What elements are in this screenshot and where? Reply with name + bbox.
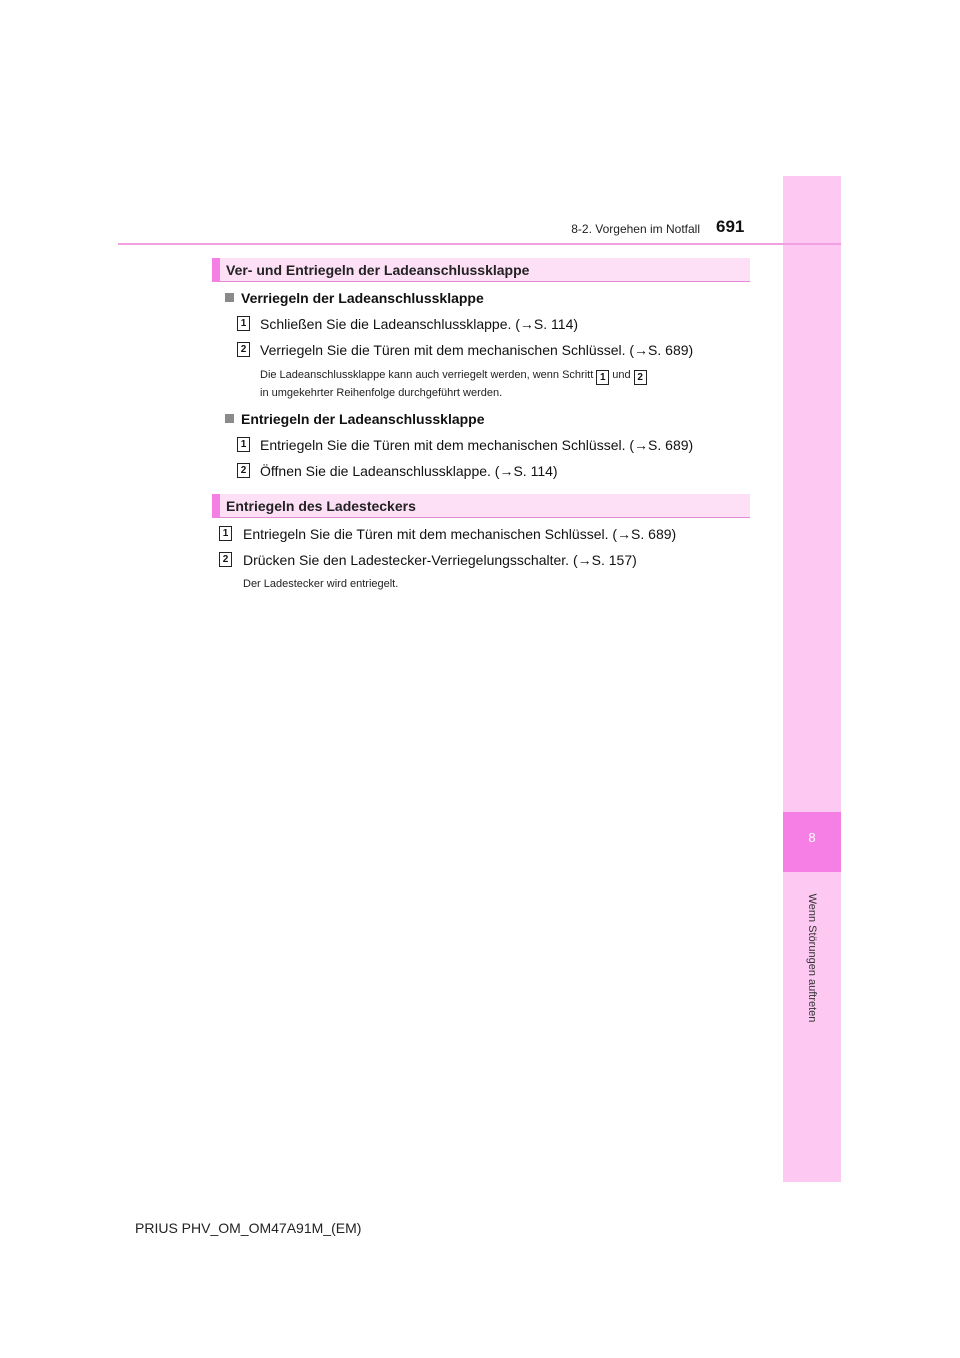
step-number-box: 1 (219, 526, 232, 541)
section-heading (212, 258, 750, 282)
subsection-title (225, 290, 484, 306)
chapter-title: Wenn Störungen auftreten (806, 893, 818, 1023)
step-text: Öffnen Sie die Ladeanschlussklappe. (→S. 114) (260, 463, 558, 479)
step-number-box: 1 (237, 437, 250, 452)
step-number-box: 2 (237, 463, 250, 478)
step-text: Verriegeln Sie die Türen mit dem mechanischen Schlüssel. (→S. 689) (260, 342, 694, 358)
document-id: PRIUS PHV_OM_OM47A91M_(EM) (135, 1220, 362, 1236)
subsection-title-text: Verriegeln der Ladeanschlussklappe (241, 290, 484, 306)
page-number: 691 (716, 217, 745, 236)
note-text-part: und (612, 369, 631, 381)
note-text-part: Die Ladeanschlussklappe kann auch verriegelt werden, wenn Schritt (260, 369, 594, 381)
step-text: Entriegeln Sie die Türen mit dem mechanischen Schlüssel. (→S. 689) (260, 437, 694, 453)
step-number-box: 2 (219, 552, 232, 567)
square-bullet-icon (225, 414, 234, 423)
step-number-box: 1 (596, 370, 609, 385)
step-number-box: 1 (237, 316, 250, 331)
note-text-line2: in umgekehrter Reihenfolge durchgeführt werden. (260, 387, 503, 399)
header-rule (118, 243, 841, 245)
header-section-title: 8-2. Vorgehen im Notfall (571, 222, 700, 236)
section-heading-text: Entriegeln des Ladesteckers (226, 498, 416, 514)
subsection-title-text: Entriegeln der Ladeanschlussklappe (241, 411, 485, 427)
section-heading-text: Ver- und Entriegeln der Ladeanschlussklappe (226, 262, 530, 278)
step-text: Drücken Sie den Ladestecker-Verriegelungsschalter. (→S. 157) (243, 552, 637, 568)
note-text: Der Ladestecker wird entriegelt. (243, 578, 399, 590)
square-bullet-icon (225, 293, 234, 302)
subsection-title (225, 411, 485, 427)
section-heading (212, 494, 750, 518)
step-number-box: 2 (237, 342, 250, 357)
step-number-box: 2 (634, 370, 647, 385)
chapter-number: 8 (808, 830, 816, 845)
chapter-side-tab (783, 176, 841, 1182)
step-text: Schließen Sie die Ladeanschlussklappe. (→S. 114) (260, 316, 579, 332)
step-text: Entriegeln Sie die Türen mit dem mechanischen Schlüssel. (→S. 689) (243, 526, 677, 542)
note-text (260, 368, 650, 383)
